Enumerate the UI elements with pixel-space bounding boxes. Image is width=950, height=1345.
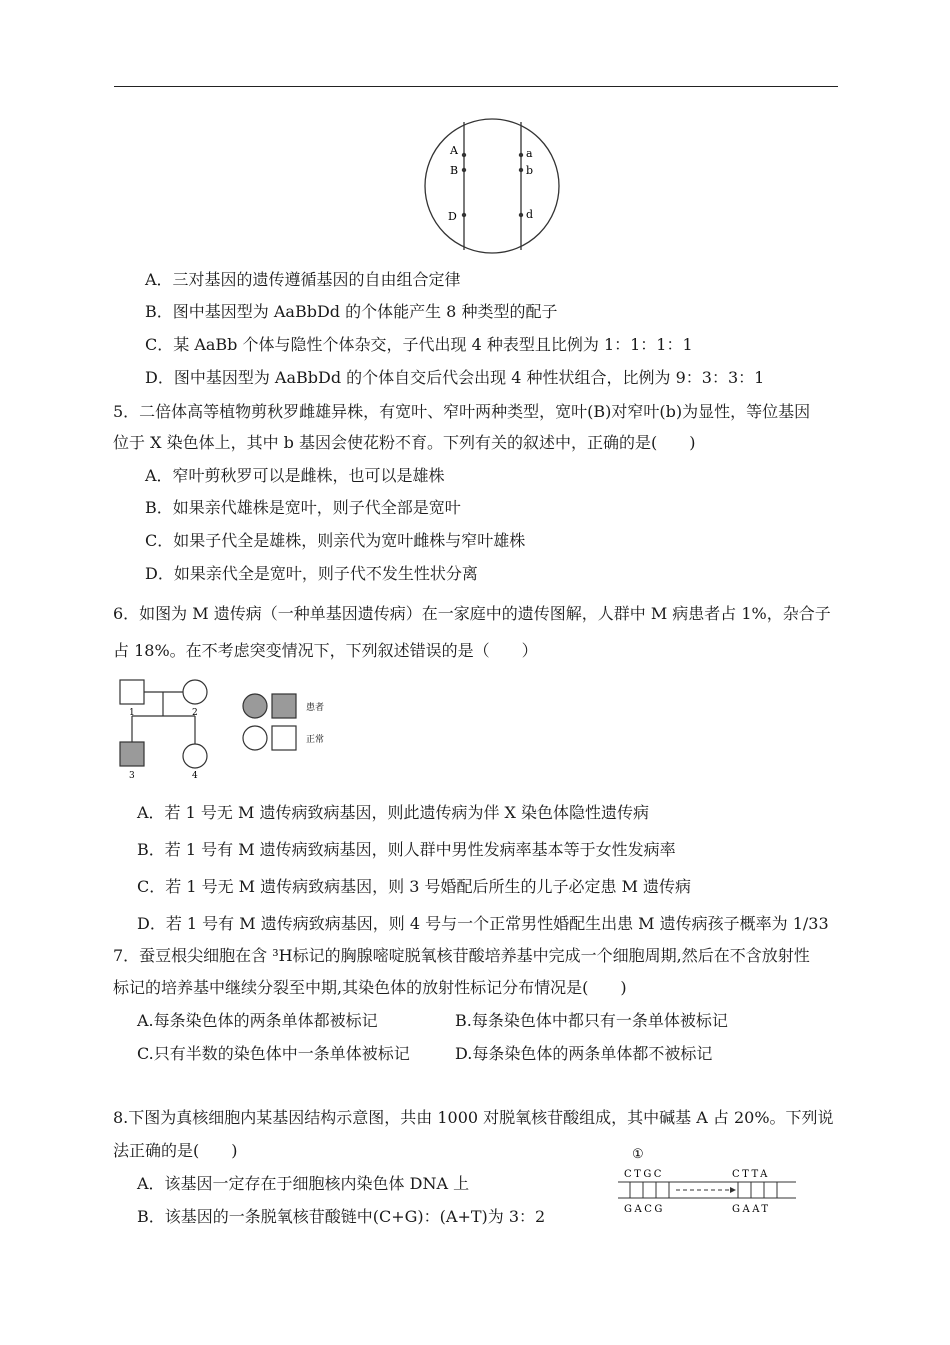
- pedigree-mother-2: [183, 680, 207, 704]
- q6-option-b: B．若 1 号有 M 遗传病致病基因，则人群中男性发病率基本等于女性发病率: [137, 840, 676, 859]
- pedigree-label-2: 2: [192, 708, 198, 718]
- q5-stem-line2: 位于 X 染色体上，其中 b 基因会使花粉不育。下列有关的叙述中，正确的是( ): [113, 433, 696, 452]
- q4-option-a: A．三对基因的遗传遵循基因的自由组合定律: [145, 270, 461, 289]
- pedigree-label-4: 4: [192, 771, 198, 781]
- dna-top-right-bases: CTTA: [732, 1169, 770, 1180]
- legend-affected-male: [272, 694, 296, 718]
- q6-option-c: C．若 1 号无 M 遗传病致病基因，则 3 号婚配后所生的儿子必定患 M 遗传病: [137, 877, 692, 896]
- q5-option-d: D．如果亲代全是宽叶，则子代不发生性状分离: [145, 564, 478, 583]
- legend-normal-male: [272, 726, 296, 750]
- q8-option-a: A．该基因一定存在于细胞核内染色体 DNA 上: [137, 1174, 470, 1193]
- legend-normal-label: 正常: [306, 735, 325, 745]
- q4-option-c: C．某 AaBb 个体与隐性个体杂交，子代出现 4 种表型且比例为 1：1：1：1: [145, 335, 693, 354]
- header-rule: [114, 86, 838, 87]
- legend-affected-label: 患者: [306, 703, 325, 713]
- q6-option-a: A．若 1 号无 M 遗传病致病基因，则此遗传病为伴 X 染色体隐性遗传病: [137, 803, 650, 822]
- gene-label-d: d: [526, 208, 534, 221]
- gene-label-b: b: [526, 164, 534, 177]
- dna-bottom-right-bases: GAAT: [732, 1204, 771, 1215]
- q6-stem-line2: 占 18%。在不考虑突变情况下，下列叙述错误的是（ ）: [113, 641, 538, 660]
- q7-option-b: B.每条染色体中都只有一条单体被标记: [455, 1011, 728, 1030]
- gene-label-a: a: [526, 147, 533, 160]
- dna-bottom-left-bases: GACG: [624, 1204, 665, 1215]
- legend-normal-female: [243, 726, 267, 750]
- pedigree-father-1: [120, 680, 144, 704]
- pedigree-label-3: 3: [129, 771, 135, 781]
- dna-marker: ①: [632, 1147, 644, 1162]
- q7-option-c: C.只有半数的染色体中一条单体被标记: [137, 1044, 410, 1063]
- q7-option-d: D.每条染色体的两条单体都不被标记: [455, 1044, 713, 1063]
- q5-option-b: B．如果亲代雄株是宽叶，则子代全部是宽叶: [145, 498, 461, 517]
- q5-stem-line1: 5．二倍体高等植物剪秋罗雌雄异株，有宽叶、窄叶两种类型，宽叶(B)对窄叶(b)为显性，等位基因: [113, 402, 811, 421]
- dna-top-left-bases: CTGC: [624, 1169, 664, 1180]
- q5-option-c: C．如果子代全是雄株，则亲代为宽叶雌株与窄叶雄株: [145, 531, 526, 550]
- gene-label-D: D: [448, 210, 457, 223]
- q7-stem-line1: 7．蚕豆根尖细胞在含 ³H标记的胸腺嘧啶脱氧核苷酸培养基中完成一个细胞周期,然后在不含放射性: [113, 946, 810, 965]
- pedigree-son-3: [120, 742, 144, 766]
- q4-option-b: B．图中基因型为 AaBbDd 的个体能产生 8 种类型的配子: [145, 302, 558, 321]
- q7-option-a: A.每条染色体的两条单体都被标记: [137, 1011, 378, 1030]
- pedigree-chart: [112, 674, 342, 784]
- chromosome-figure: [420, 114, 564, 258]
- gene-label-B: B: [450, 164, 459, 177]
- q6-stem-line1: 6．如图为 M 遗传病（一种单基因遗传病）在一家庭中的遗传图解，人群中 M 病患者占 1%，杂合子: [113, 604, 831, 623]
- q4-option-d: D．图中基因型为 AaBbDd 的个体自交后代会出现 4 种性状组合，比例为 9：3：3：1: [145, 368, 765, 387]
- q8-stem-line1: 8.下图为真核细胞内某基因结构示意图，共由 1000 对脱氧核苷酸组成，其中碱基 A 占 20%。下列说: [113, 1108, 834, 1127]
- pedigree-daughter-4: [183, 744, 207, 768]
- q8-stem-line2: 法正确的是( ): [113, 1141, 238, 1160]
- pedigree-label-1: 1: [129, 708, 135, 718]
- dna-structure-figure: [612, 1142, 802, 1220]
- legend-affected-female: [243, 694, 267, 718]
- q6-option-d: D．若 1 号有 M 遗传病致病基因，则 4 号与一个正常男性婚配生出患 M 遗传病孩子概率为 1/33: [137, 914, 829, 933]
- q5-option-a: A．窄叶剪秋罗可以是雌株，也可以是雄株: [145, 466, 445, 485]
- gene-label-A: A: [450, 144, 458, 157]
- q8-option-b: B．该基因的一条脱氧核苷酸链中(C+G)：(A+T)为 3：2: [137, 1207, 546, 1226]
- q7-stem-line2: 标记的培养基中继续分裂至中期,其染色体的放射性标记分布情况是( ): [113, 978, 627, 997]
